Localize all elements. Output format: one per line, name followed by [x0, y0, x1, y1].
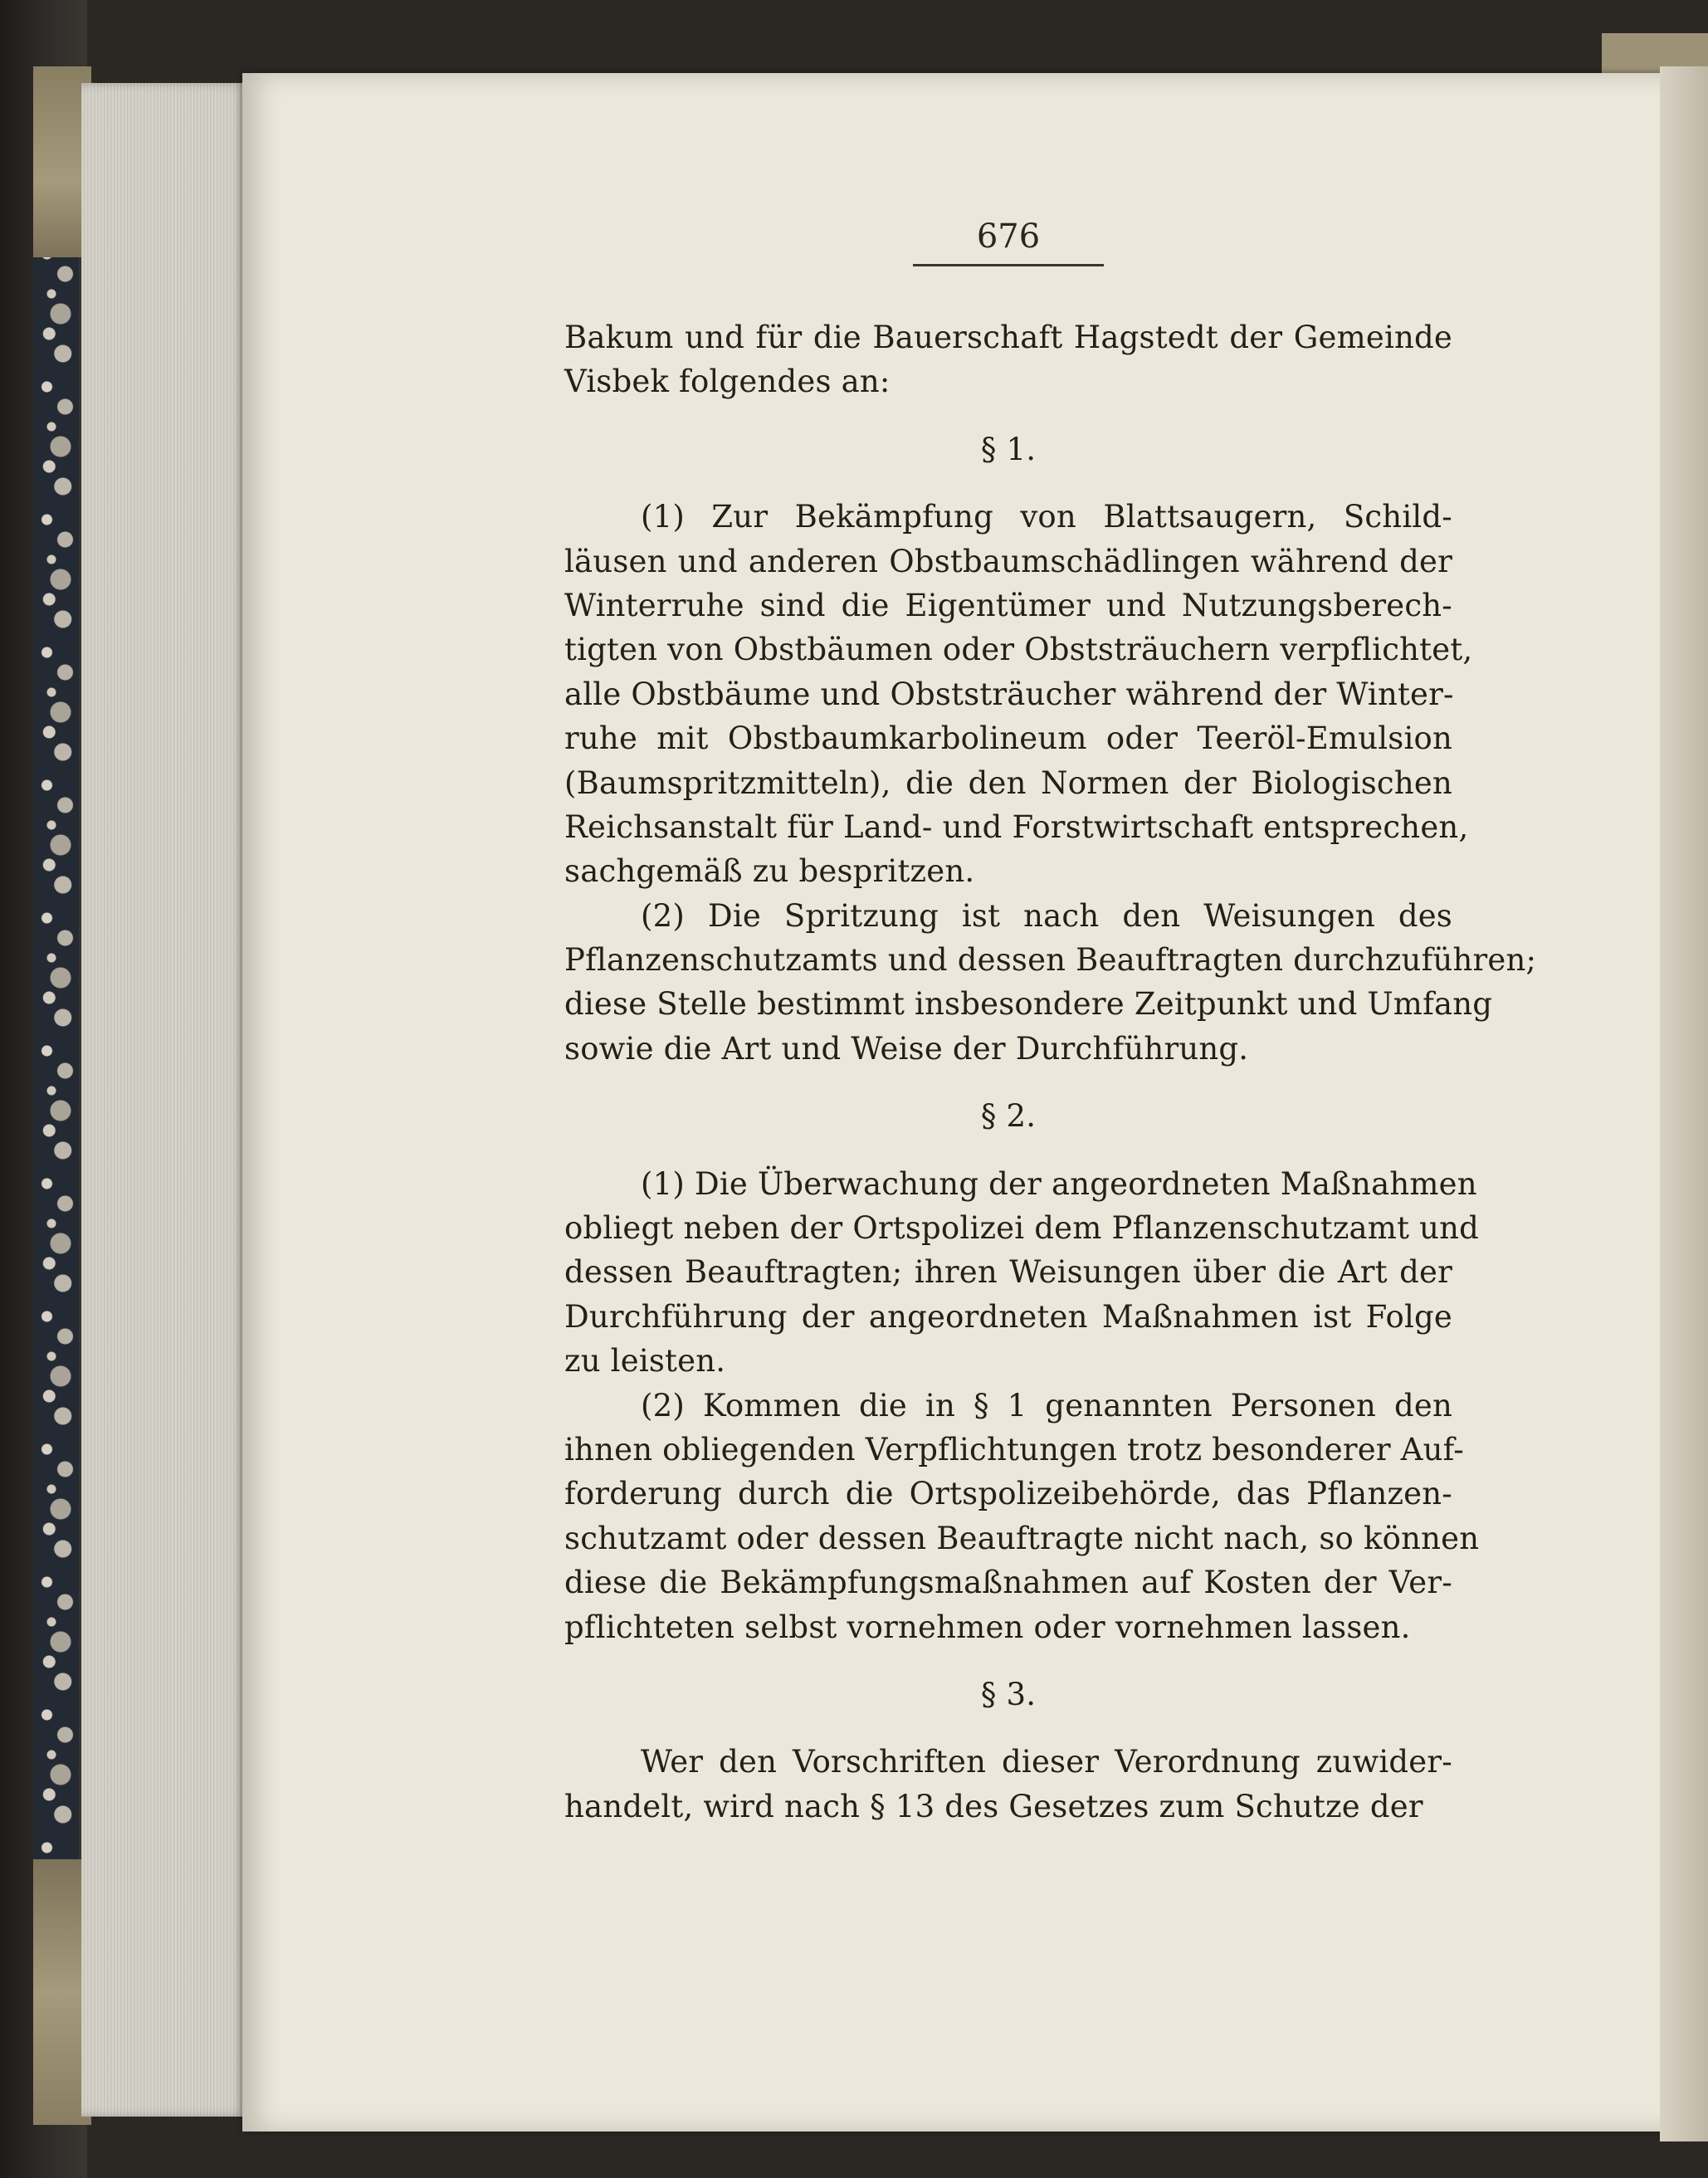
text-line: sachgemäß zu bespritzen.	[564, 853, 975, 890]
text-line: läusen und anderen Obstbaumschädlingen während der	[564, 543, 1452, 579]
paragraph	[564, 894, 1537, 1072]
text-line: diese Stelle bestimmt insbesondere Zeitpunkt und Umfang	[564, 986, 1493, 1023]
section-heading: § 3.	[980, 1676, 1037, 1712]
text-line: zu leisten.	[564, 1343, 726, 1380]
marbled-edge	[33, 241, 79, 1884]
paragraph	[564, 315, 1452, 404]
page-stack-edge	[81, 83, 247, 2117]
body-text	[564, 315, 1537, 1829]
page-number: 676	[976, 217, 1041, 256]
text-line: dessen Beauftragten; ihren Weisungen über die Art der	[564, 1254, 1452, 1291]
text-line: pflichteten selbst vornehmen oder vornehmen lassen.	[564, 1609, 1411, 1645]
paragraph	[564, 495, 1473, 894]
text-line: Durchführung der angeordneten Maßnahmen ist Folge	[564, 1298, 1452, 1335]
text-line: Reichsanstalt für Land- und Forstwirtschaft entsprechen,	[564, 808, 1469, 845]
text-line: (Baumspritzmitteln), die den Normen der Biologischen	[564, 764, 1452, 801]
text-line: alle Obstbäume und Obststräucher während der Winter-	[564, 676, 1454, 712]
text-line: Visbek folgendes an:	[564, 364, 891, 400]
text-line: (1) Die Überwachung der angeordneten Maßnahmen	[641, 1165, 1477, 1202]
section-gap	[564, 1139, 1452, 1162]
next-page-edge	[1660, 66, 1708, 2141]
text-line: tigten von Obstbäumen oder Obststräuchern verpflichtet,	[564, 632, 1473, 668]
text-line: Winterruhe sind die Eigentümer und Nutzungsberech-	[564, 587, 1452, 623]
text-line: obliegt neben der Ortspolizei dem Pflanzenschutzamt und	[564, 1210, 1480, 1247]
text-line: forderung durch die Ortspolizeibehörde, das Pflanzen-	[564, 1476, 1452, 1512]
paragraph	[564, 1162, 1480, 1384]
text-line: (2) Die Spritzung ist nach den Weisungen des	[641, 897, 1452, 934]
paragraph	[564, 1384, 1480, 1649]
text-line: ruhe mit Obstbaumkarbolineum oder Teeröl-Emulsion	[564, 720, 1452, 757]
text-line: schutzamt oder dessen Beauftragte nicht nach, so können	[564, 1520, 1480, 1556]
text-line: Wer den Vorschriften dieser Verordnung zuwider-	[641, 1744, 1452, 1780]
section-gap	[564, 1649, 1452, 1673]
section-gap	[564, 1717, 1452, 1740]
section-gap	[564, 471, 1452, 495]
text-line: Pflanzenschutzamts und dessen Beauftragten durchzuführen;	[564, 942, 1537, 979]
text-line: handelt, wird nach § 13 des Gesetzes zum Schutze der	[564, 1788, 1423, 1824]
section-gap	[564, 404, 1452, 427]
page-number-rule	[913, 264, 1104, 266]
section-gap	[564, 1071, 1452, 1094]
text-line: sowie die Art und Weise der Durchführung.	[564, 1030, 1249, 1067]
text-line: ihnen obliegenden Verpflichtungen trotz besonderer Auf-	[564, 1431, 1464, 1467]
text-line: (2) Kommen die in § 1 genannten Personen den	[641, 1387, 1452, 1424]
section-heading: § 1.	[980, 431, 1037, 467]
text-line: diese die Bekämpfungsmaßnahmen auf Kosten der Ver-	[564, 1565, 1452, 1601]
text-line: (1) Zur Bekämpfung von Blattsaugern, Schild-	[641, 499, 1452, 535]
text-line: Bakum und für die Bauerschaft Hagstedt der Gemeinde	[564, 320, 1452, 355]
section-heading: § 2.	[980, 1098, 1037, 1135]
paragraph	[564, 1740, 1452, 1829]
